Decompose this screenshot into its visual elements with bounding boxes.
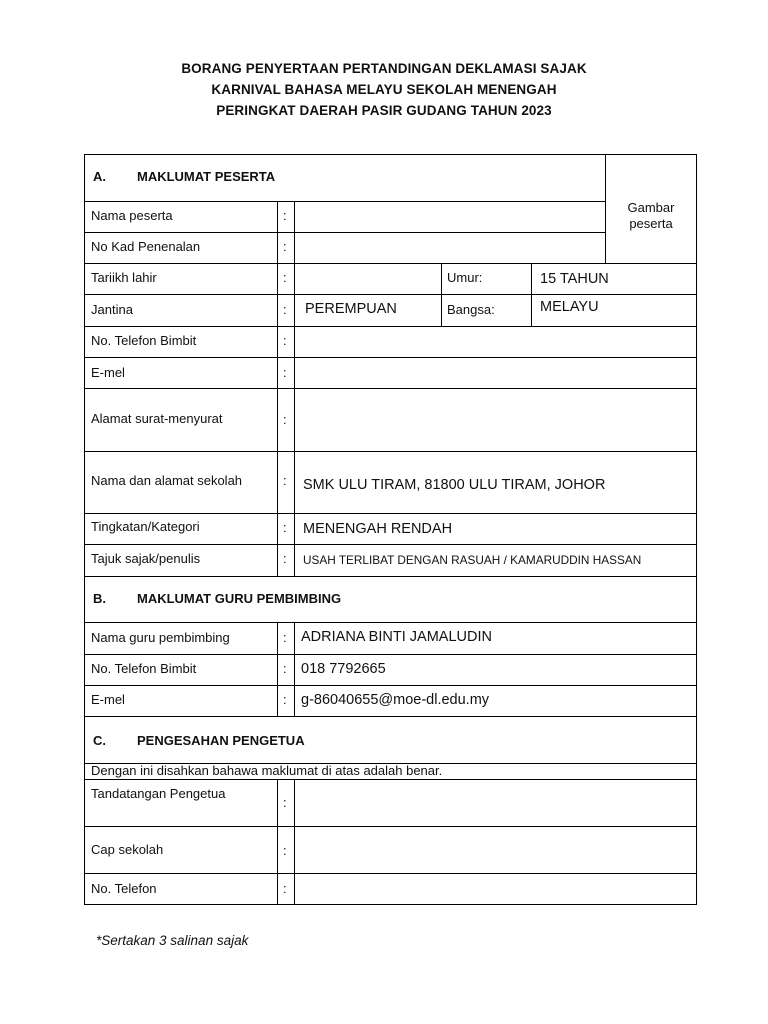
section-a-letter: A.	[93, 169, 106, 184]
divider	[84, 873, 697, 874]
colon: :	[283, 843, 287, 858]
label-tajuk-sajak: Tajuk sajak/penulis	[91, 551, 201, 566]
divider	[294, 201, 295, 576]
label-emel: E-mel	[91, 365, 125, 380]
label-guru-telefon: No. Telefon Bimbit	[91, 661, 197, 676]
section-a-heading: MAKLUMAT PESERTA	[137, 169, 276, 184]
divider	[277, 622, 278, 716]
field-umur[interactable]: 15 TAHUN	[540, 271, 609, 287]
colon: :	[283, 795, 287, 810]
colon: :	[283, 520, 287, 535]
section-c-heading: PENGESAHAN PENGETUA	[137, 733, 305, 748]
divider	[84, 826, 697, 827]
colon: :	[283, 473, 287, 488]
divider	[84, 779, 697, 780]
field-guru-emel[interactable]: g-86040655@moe-dl.edu.my	[301, 692, 490, 708]
divider	[84, 622, 697, 623]
divider	[84, 544, 697, 545]
divider	[84, 294, 697, 295]
field-bangsa[interactable]: MELAYU	[540, 299, 599, 315]
label-no-telefon: No. Telefon	[91, 881, 157, 896]
label-nama-alamat-sekolah: Nama dan alamat sekolah	[91, 473, 243, 488]
divider	[84, 654, 697, 655]
label-jantina: Jantina	[91, 302, 133, 317]
verification-statement: Dengan ini disahkan bahawa maklumat di atas adalah benar.	[91, 763, 443, 778]
colon: :	[283, 333, 287, 348]
field-tajuk-sajak[interactable]: USAH TERLIBAT DENGAN RASUAH / KAMARUDDIN HASSAN	[303, 553, 642, 567]
photo-label-line-2: peserta	[629, 216, 673, 231]
divider	[84, 357, 697, 358]
colon: :	[283, 692, 287, 707]
divider	[84, 232, 605, 233]
label-telefon-bimbit: No. Telefon Bimbit	[91, 333, 197, 348]
section-b-heading: MAKLUMAT GURU PEMBIMBING	[137, 591, 342, 606]
colon: :	[283, 208, 287, 223]
section-c-letter: C.	[93, 733, 106, 748]
divider	[441, 263, 442, 326]
colon: :	[283, 239, 287, 254]
photo-label-line-1: Gambar	[627, 200, 675, 215]
divider	[84, 513, 697, 514]
divider	[84, 201, 605, 202]
label-guru-emel: E-mel	[91, 692, 125, 707]
divider	[84, 716, 697, 717]
label-tarikh-lahir: Tariikh lahir	[91, 270, 157, 285]
form-title	[0, 58, 768, 121]
colon: :	[283, 630, 287, 645]
label-tingkatan: Tingkatan/Kategori	[91, 519, 200, 534]
divider	[84, 326, 697, 327]
label-no-kad-pengenalan: No Kad Penenalan	[91, 239, 201, 254]
divider	[84, 451, 697, 452]
divider	[531, 263, 532, 326]
divider	[277, 201, 278, 576]
colon: :	[283, 551, 287, 566]
title-line-1: BORANG PENYERTAAN PERTANDINGAN DEKLAMASI SAJAK	[181, 61, 587, 76]
field-nama-guru[interactable]: ADRIANA BINTI JAMALUDIN	[301, 629, 492, 645]
photo-placeholder	[606, 200, 696, 232]
colon: :	[283, 302, 287, 317]
field-jantina[interactable]: PEREMPUAN	[305, 301, 397, 317]
divider	[84, 576, 697, 577]
label-nama-peserta: Nama peserta	[91, 208, 173, 223]
divider	[84, 685, 697, 686]
divider	[84, 388, 697, 389]
divider	[84, 263, 697, 264]
title-line-3: PERINGKAT DAERAH PASIR GUDANG TAHUN 2023	[216, 103, 552, 118]
colon: :	[283, 661, 287, 676]
label-tandatangan: Tandatangan Pengetua	[91, 786, 226, 801]
field-nama-alamat-sekolah[interactable]: SMK ULU TIRAM, 81800 ULU TIRAM, JOHOR	[303, 477, 606, 493]
section-b-letter: B.	[93, 591, 106, 606]
label-umur: Umur:	[447, 270, 483, 285]
footnote: *Sertakan 3 salinan sajak	[96, 933, 249, 948]
divider	[294, 622, 295, 716]
label-cap-sekolah: Cap sekolah	[91, 842, 164, 857]
colon: :	[283, 412, 287, 427]
divider	[277, 779, 278, 905]
colon: :	[283, 881, 287, 896]
field-tingkatan[interactable]: MENENGAH RENDAH	[303, 521, 453, 537]
colon: :	[283, 365, 287, 380]
title-line-2: KARNIVAL BAHASA MELAYU SEKOLAH MENENGAH	[211, 82, 557, 97]
label-bangsa: Bangsa:	[447, 302, 495, 317]
label-nama-guru: Nama guru pembimbing	[91, 630, 230, 645]
field-guru-telefon[interactable]: 018 7792665	[301, 661, 386, 677]
divider	[294, 779, 295, 905]
label-alamat: Alamat surat-menyurat	[91, 411, 223, 426]
colon: :	[283, 270, 287, 285]
